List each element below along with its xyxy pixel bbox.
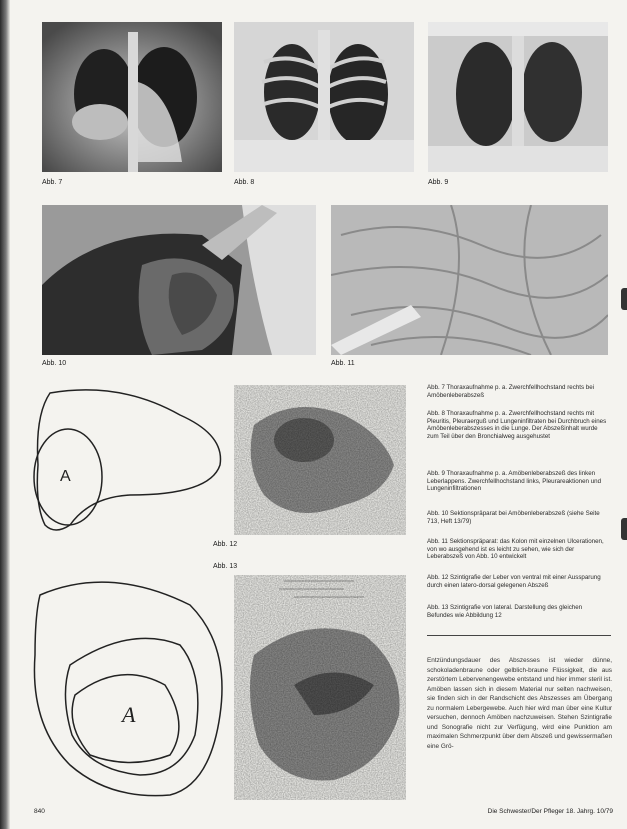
caption-abb-11: Abb. 11 Sektionspräparat: das Kolon mit einzelnen Ulcerationen, von wo ausgehend ist es leicht zu sehen, wie sich der Leberabszeß von Abb. 10 entwickelt (427, 538, 604, 561)
xray-figure-9 (428, 22, 608, 172)
figure-label-8: Abb. 8 (234, 179, 255, 186)
autopsy-photo-figure-11 (331, 205, 608, 355)
figure-label-11: Abb. 11 (331, 360, 355, 367)
edge-mark (621, 518, 627, 540)
sketch-figure-12 (30, 385, 230, 540)
xray-figure-8 (234, 22, 414, 172)
caption-abb-10: Abb. 10 Sektionspräparat bei Amöbenleberabszeß (siehe Seite 713, Heft 13/79) (427, 510, 600, 525)
sketch-13-letter: A (122, 702, 136, 727)
page-binding-shadow (0, 0, 10, 829)
figure-label-9: Abb. 9 (428, 179, 449, 186)
figure-label-10: Abb. 10 (42, 360, 67, 367)
journal-footer: Die Schwester/Der Pfleger 18. Jahrg. 10/79 (487, 808, 613, 815)
caption-abb-9: Abb. 9 Thoraxaufnahme p. a. Amöbenleberabszeß des linken Leberlappens. Zwerchfellhochstand links, Pleurareaktionen und Lungeninfiltrationen (427, 470, 602, 493)
sketch-figure-13 (30, 575, 230, 800)
scintigram-figure-12 (234, 385, 406, 535)
xray-figure-7 (42, 22, 222, 172)
caption-abb-13: Abb. 13 Szintigrafie von lateral. Darstellung des gleichen Befundes wie Abbildung 12 (427, 604, 583, 619)
figure-label-12: Abb. 12 (213, 541, 238, 548)
section-divider (427, 635, 611, 636)
edge-mark (621, 288, 627, 310)
body-text: Entzündungsdauer des Abszesses ist wieder dünne, schokoladenbraune oder gelblich-braune Flüssigkeit, die aus zerstörtem Lebervenengewebe entstand und hier immer steril ist. Amöben lassen sich in diesem Material nur selten nachweisen, sie finden sich in der Randschicht des Abszesses am Übergang zu normalem Lebergewebe. Auch hier wird man über eine Kultur versuchen, dennoch Amöben nachzuweisen. Stehen Szintigrafie und Sonografie nicht zur Verfügung, wird eine Punktion am maximalen Schmerzpunkt über dem Abszeß und gewissermaßen eine Grö- (427, 657, 612, 750)
page-number: 840 (34, 808, 45, 815)
caption-abb-7: Abb. 7 Thoraxaufnahme p. a. Zwerchfellhochstand rechts bei Amöbenleberabszeß (427, 384, 595, 399)
autopsy-photo-figure-10 (42, 205, 316, 355)
sketch-12-letter: A (60, 468, 71, 485)
figure-label-13: Abb. 13 (213, 563, 238, 570)
figure-label-7: Abb. 7 (42, 179, 63, 186)
caption-abb-12: Abb. 12 Szintigrafie der Leber von ventral mit einer Aussparung durch einen latero-dorsal gelegenen Abszeß (427, 574, 601, 589)
caption-abb-8: Abb. 8 Thoraxaufnahme p. a. Zwerchfellhochstand rechts mit Pleuritis, Pleuraerguß und Lungeninfiltraten bei Durchbruch eines Amöbenleberabszesses in die Lunge. Der Abszeßinhalt wurde zum Teil über den Bronchialweg ausgehustet (427, 410, 607, 440)
scintigram-figure-13 (234, 575, 406, 800)
